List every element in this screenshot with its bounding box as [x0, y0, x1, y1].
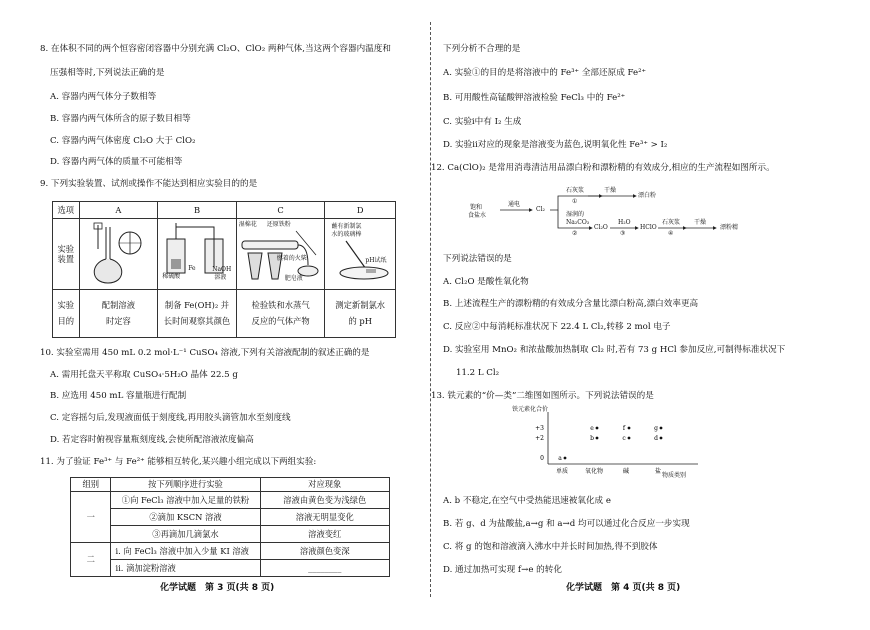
- column-divider: [430, 22, 431, 597]
- flow-lime-slurry-1: 石灰浆: [566, 187, 585, 194]
- q9-cell-b-image: [158, 219, 237, 290]
- q9-header-d: D: [325, 202, 396, 219]
- chart-y-label: 铁元素化合价: [512, 406, 549, 413]
- flow-step-3: ③: [620, 230, 626, 237]
- flow-cl2o: Cl₂O: [594, 224, 608, 231]
- chart-point-label: d: [654, 435, 658, 442]
- chart-point-label: a: [558, 455, 562, 462]
- flow-dry-2: 干燥: [694, 219, 707, 226]
- q11-step-3: ③再滴加几滴氯水: [111, 526, 260, 543]
- label-chlorine-water-rod2: 水的玻璃棒: [331, 231, 362, 238]
- chart-y-tick: +3: [535, 425, 544, 432]
- q11-option-c: C. 实验ⅰ中有 I₂ 生成: [443, 117, 522, 127]
- flow-start-1: 饱和: [470, 204, 483, 211]
- label-soap-solution: 肥皂液: [284, 275, 303, 282]
- q11-result-i: 溶液颜色变深: [260, 543, 389, 560]
- flow-wet-1: 湿润的: [566, 211, 585, 218]
- q11-header-group: 组别: [71, 478, 111, 492]
- label-chlorine-water-rod1: 蘸有新制氯: [331, 223, 362, 230]
- chart-x-tick: 单质: [555, 468, 569, 475]
- q9-cell-d-image: [325, 219, 396, 290]
- q11-header-phenomenon: 对应现象: [260, 478, 389, 492]
- q11-step-1: ①向 FeCl₃ 溶液中加入足量的铁粉: [111, 492, 260, 509]
- flow-start-2: 食盐水: [468, 212, 487, 219]
- q9-purpose-d: 测定新制氯水 的 pH: [325, 290, 396, 338]
- chart-point: [564, 457, 567, 460]
- q11-step-ii: ⅱ. 滴加淀粉溶液: [111, 560, 260, 577]
- chart-point-label: e: [590, 425, 594, 432]
- q13-valence-class-chart: [512, 406, 732, 486]
- q11-step-i: ⅰ. 向 FeCl₃ 溶液中加入少量 KI 溶液: [111, 543, 260, 560]
- q11-result-3: 溶液变红: [260, 526, 389, 543]
- chart-point-label: c: [622, 435, 626, 442]
- q11-sub-stem: 下列分析不合理的是: [443, 44, 521, 54]
- chart-point: [628, 427, 631, 430]
- volumetric-flask-image: [80, 219, 156, 287]
- label-naoh: NaOH: [212, 266, 232, 273]
- chart-point: [596, 437, 599, 440]
- q9-table: [52, 201, 396, 338]
- chart-point-label: f: [622, 425, 626, 432]
- q11-result-2: 溶液无明显变化: [260, 509, 389, 526]
- q11-group-2: 二: [71, 543, 111, 577]
- q9-purpose-c: 检验铁和水蒸气 反应的气体产物: [236, 290, 325, 338]
- flow-lime-slurry-2: 石灰浆: [662, 219, 681, 226]
- q11-result-1: 溶液由黄色变为浅绿色: [260, 492, 389, 509]
- chart-point-label: g: [654, 425, 658, 432]
- q9-header-option: 选项: [53, 202, 80, 219]
- q9-row-apparatus-label: 实验 装置: [53, 219, 80, 290]
- q9-header-b: B: [158, 202, 237, 219]
- q9-header-a: A: [79, 202, 158, 219]
- q9-cell-a-image: [79, 219, 158, 290]
- chart-point: [628, 437, 631, 440]
- chart-point: [660, 427, 663, 430]
- q11-stem: 11. 为了验证 Fe³⁺ 与 Fe²⁺ 能够相互转化,某兴趣小组完成以下两组实验:: [40, 457, 317, 467]
- q9-cell-c-image: [236, 219, 325, 290]
- q13-option-b: B. 若 g、d 为盐酸盐,a→g 和 a→d 均可以通过化合反应一步实现: [443, 519, 690, 529]
- flow-electrolysis: 通电: [508, 201, 521, 208]
- footer-page-4: 化学试题 第 4 页(共 8 页): [566, 583, 681, 593]
- iron-steam-apparatus-image: [238, 219, 324, 287]
- q11-option-d: D. 实验ⅱ对应的现象是溶液变为蓝色,说明氧化性 Fe³⁺ > I₂: [443, 140, 668, 150]
- q12-option-c: C. 反应②中每消耗标准状况下 22.4 L Cl₂,转移 2 mol 电子: [443, 322, 671, 332]
- q9-row-purpose-label: 实验 目的: [53, 290, 80, 338]
- q13-option-a: A. b 不稳定,在空气中受热能迅速被氧化成 e: [443, 496, 611, 506]
- label-fe: Fe: [188, 265, 196, 272]
- q8-option-d: D. 容器内两气体的质量不可能相等: [50, 157, 183, 167]
- q10-option-d: D. 若定容时俯视容量瓶刻度线,会使所配溶液浓度偏高: [50, 435, 254, 445]
- flow-bleaching-concentrate: 漂粉精: [720, 224, 739, 231]
- q12-flow-diagram: [468, 180, 768, 240]
- chart-y-tick: +2: [535, 435, 544, 442]
- flow-step-1: ①: [572, 198, 578, 205]
- q12-option-d-line1: D. 实验室用 MnO₂ 和浓盐酸加热制取 Cl₂ 时,若有 73 g HCl 参加反应,可制得标准状况下: [443, 345, 786, 355]
- q12-stem: 12. Ca(ClO)₂ 是常用消毒清洁用品漂白粉和漂粉精的有效成分,相应的生产流程如图所示。: [431, 163, 775, 173]
- chart-x-label: 物质类别: [662, 472, 687, 479]
- label-dilute-sulfuric-acid: 稀硫酸: [162, 273, 181, 280]
- q12-option-d-line2: 11.2 L Cl₂: [456, 368, 500, 378]
- chart-x-tick: 盐: [654, 468, 662, 475]
- q9-purpose-b: 制备 Fe(OH)₂ 并 长时间观察其颜色: [158, 290, 237, 338]
- q8-option-a: A. 容器内两气体分子数相等: [50, 92, 157, 102]
- q11-header-procedure: 按下列顺序进行实验: [111, 478, 260, 492]
- q10-option-b: B. 应选用 450 mL 容量瓶进行配制: [50, 391, 187, 401]
- label-wet-cotton: 湿棉花: [238, 221, 257, 228]
- q11-table: [70, 477, 390, 577]
- q10-option-a: A. 需用托盘天平称取 CuSO₄·5H₂O 晶体 22.5 g: [50, 370, 238, 380]
- q11-step-2: ②滴加 KSCN 溶液: [111, 509, 260, 526]
- chart-point: [596, 427, 599, 430]
- chart-point: [660, 437, 663, 440]
- footer-page-3: 化学试题 第 3 页(共 8 页): [160, 583, 275, 593]
- q12-sub-stem: 下列说法错误的是: [443, 254, 512, 264]
- chart-point-label: b: [590, 435, 594, 442]
- q8-option-c: C. 容器内两气体密度 Cl₂O 大于 ClO₂: [50, 136, 196, 146]
- flow-step-2: ②: [572, 230, 578, 237]
- flow-step-4: ④: [668, 230, 674, 237]
- q8-stem-line1: 8. 在体积不同的两个恒容密闭容器中分别充满 Cl₂O、ClO₂ 两种气体,当这两个容器内温度和: [40, 44, 391, 54]
- q12-option-a: A. Cl₂O 是酸性氧化物: [443, 277, 529, 287]
- flow-na2co3: Na₂CO₃: [566, 219, 590, 226]
- label-ph-paper: pH试纸: [365, 257, 387, 264]
- q13-stem: 13. 铁元素的“价—类”二维图如图所示。下列说法错误的是: [431, 391, 654, 401]
- q8-option-b: B. 容器内两气体所含的原子数目相等: [50, 114, 191, 124]
- flow-bleaching-powder: 漂白粉: [638, 192, 657, 199]
- q10-stem: 10. 实验室需用 450 mL 0.2 mol·L⁻¹ CuSO₄ 溶液,下列有关溶液配制的叙述正确的是: [40, 348, 370, 358]
- chart-x-tick: 碱: [622, 468, 630, 475]
- q11-result-ii: ________: [260, 560, 389, 577]
- label-solution: 溶液: [214, 274, 227, 281]
- flow-h2o: H₂O: [618, 219, 631, 226]
- q12-option-b: B. 上述流程生产的漂粉精的有效成分含量比漂白粉高,漂白效率更高: [443, 299, 699, 309]
- q9-stem: 9. 下列实验装置、试剂或操作不能达到相应实验目的的是: [40, 179, 258, 189]
- flow-hclo: HClO: [640, 224, 657, 231]
- chart-y-tick: 0: [540, 455, 544, 462]
- flow-cl2: Cl₂: [536, 206, 545, 213]
- q13-option-d: D. 通过加热可实现 f→e 的转化: [443, 565, 562, 575]
- chart-x-tick: 氧化物: [584, 468, 604, 475]
- q11-option-a: A. 实验①的目的是将溶液中的 Fe³⁺ 全部还原成 Fe²⁺: [443, 68, 647, 78]
- q9-header-c: C: [236, 202, 325, 219]
- q10-option-c: C. 定容摇匀后,发现液面低于刻度线,再用胶头滴管加水至刻度线: [50, 413, 291, 423]
- flow-dry-1: 干燥: [604, 187, 617, 194]
- label-reduced-iron-powder: 还原铁粉: [266, 221, 291, 228]
- q8-stem-line2: 压强相等时,下列说法正确的是: [50, 68, 165, 78]
- q11-option-b: B. 可用酸性高锰酸钾溶液检验 FeCl₃ 中的 Fe²⁺: [443, 93, 626, 103]
- label-burning-match: 燃着的火柴: [276, 255, 307, 262]
- q9-purpose-a: 配制溶液 时定容: [79, 290, 158, 338]
- q11-group-1: 一: [71, 492, 111, 543]
- q13-option-c: C. 将 g 的饱和溶液滴入沸水中并长时间加热,得不到胶体: [443, 542, 658, 552]
